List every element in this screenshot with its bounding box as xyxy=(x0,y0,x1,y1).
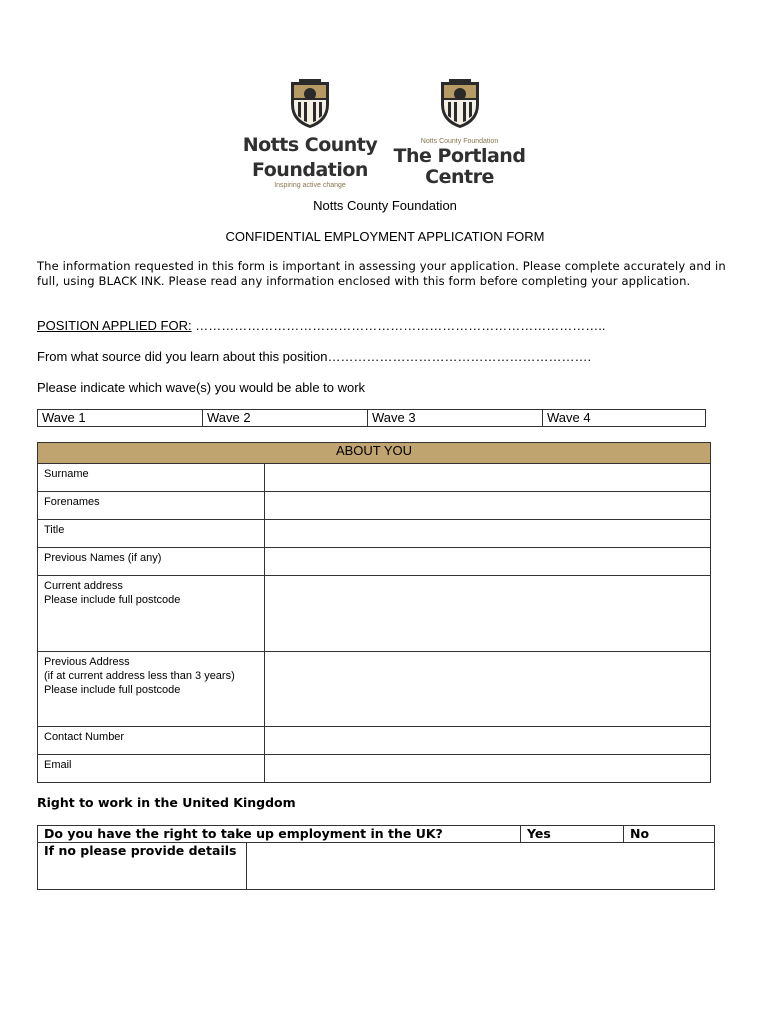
logo-name-line2: Centre xyxy=(425,166,494,188)
wave-option[interactable]: Wave 1 xyxy=(38,410,203,427)
form-title: CONFIDENTIAL EMPLOYMENT APPLICATION FORM xyxy=(225,229,545,244)
surname-label: Surname xyxy=(38,464,265,492)
previous-address-line2: (if at current address less than 3 years) xyxy=(44,670,235,682)
contact-number-field[interactable] xyxy=(265,727,711,755)
previous-names-field[interactable] xyxy=(265,548,711,576)
current-address-line1: Current address xyxy=(44,580,123,592)
logo-super-text: Notts County Foundation xyxy=(420,138,499,145)
organisation-name: Notts County Foundation xyxy=(313,198,457,213)
portland-centre-logo xyxy=(392,78,527,187)
email-label: Email xyxy=(38,755,265,783)
contact-number-label: Contact Number xyxy=(38,727,265,755)
waves-table xyxy=(37,409,706,427)
about-you-heading: ABOUT YOU xyxy=(38,443,711,464)
surname-field[interactable] xyxy=(265,464,711,492)
position-label: POSITION APPLIED FOR: xyxy=(37,318,192,333)
intro-paragraph: The information requested in this form is important in assessing your application. Please complete accurately and in full, using BLACK INK. Please read any information enclosed with this form before completing your application. xyxy=(37,259,726,288)
about-you-table xyxy=(37,442,711,783)
previous-address-line3: Please include full postcode xyxy=(44,684,181,696)
current-address-label xyxy=(38,576,265,652)
previous-names-label: Previous Names (if any) xyxy=(38,548,265,576)
logo-name-line1: The Portland xyxy=(393,145,526,167)
position-applied-for[interactable] xyxy=(37,318,605,333)
club-crest-icon xyxy=(439,78,481,130)
logo-tagline: Inspiring active change xyxy=(274,182,346,189)
title-label: Title xyxy=(38,520,265,548)
waves-question: Please indicate which wave(s) you would be able to work xyxy=(37,380,366,395)
wave-option[interactable]: Wave 3 xyxy=(368,410,543,427)
details-label: If no please provide details xyxy=(38,843,247,890)
forenames-field[interactable] xyxy=(265,492,711,520)
source-question[interactable]: From what source did you learn about this position……………………………………………………. xyxy=(37,349,592,364)
right-to-work-no[interactable]: No xyxy=(624,826,715,843)
previous-address-label xyxy=(38,652,265,727)
right-to-work-question: Do you have the right to take up employment in the UK? xyxy=(38,826,521,843)
notts-county-foundation-logo xyxy=(240,78,380,189)
wave-option[interactable]: Wave 4 xyxy=(543,410,706,427)
forenames-label: Forenames xyxy=(38,492,265,520)
email-field[interactable] xyxy=(265,755,711,783)
right-to-work-yes[interactable]: Yes xyxy=(521,826,624,843)
current-address-field[interactable] xyxy=(265,576,711,652)
club-crest-icon xyxy=(289,78,331,130)
wave-option[interactable]: Wave 2 xyxy=(203,410,368,427)
right-to-work-table xyxy=(37,825,715,890)
previous-address-field[interactable] xyxy=(265,652,711,727)
logo-name-line2: Foundation xyxy=(252,159,368,181)
title-field[interactable] xyxy=(265,520,711,548)
current-address-line2: Please include full postcode xyxy=(44,594,181,606)
position-dots: ………………………………………………………………………………….. xyxy=(191,318,606,333)
right-to-work-heading: Right to work in the United Kingdom xyxy=(37,795,296,810)
logo-name-line1: Notts County xyxy=(242,134,378,156)
details-field[interactable] xyxy=(247,843,715,890)
previous-address-line1: Previous Address xyxy=(44,656,130,668)
